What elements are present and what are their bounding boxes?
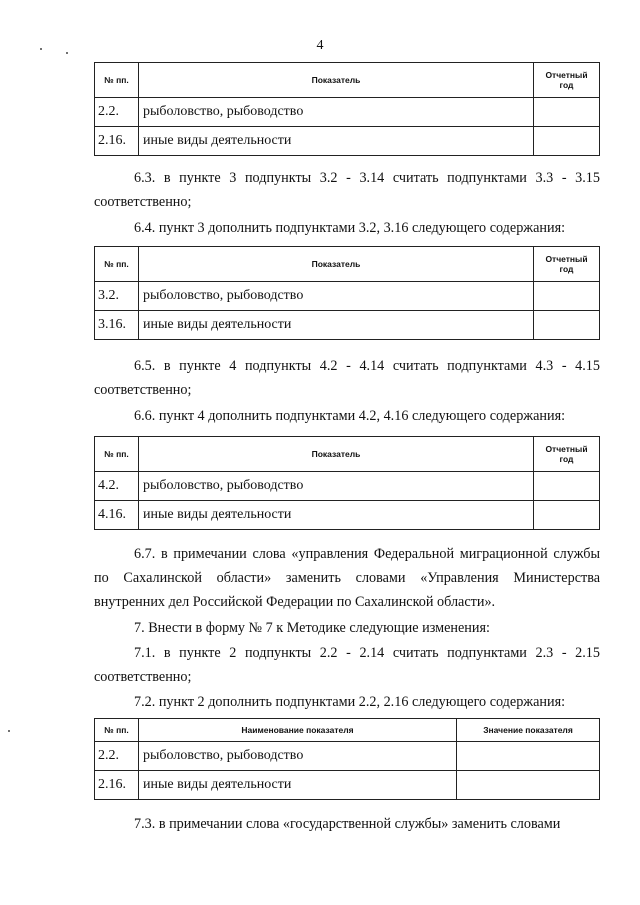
table-header-row (95, 719, 600, 742)
row-num: 2.16. (95, 771, 139, 800)
table-row (95, 311, 600, 340)
row-num: 4.16. (95, 501, 139, 530)
header-indicator: Показатель (139, 437, 534, 472)
paragraph-6-4-text: 6.4. пункт 3 дополнить подпунктами 3.2, 3.16 следующего содержания: (134, 220, 566, 236)
paragraph-6-6 (94, 404, 600, 428)
paragraph-7-1-text: 7.1. в пункте 2 подпункты 2.2 - 2.14 считать подпунктами 2.3 - 2.15 соответственно; (94, 645, 600, 685)
table-row (95, 282, 600, 311)
paragraph-7 (94, 616, 600, 640)
header-report-year: Отчетный год (534, 63, 600, 98)
header-indicator-name: Наименование показателя (139, 719, 457, 742)
scan-speck (40, 48, 42, 50)
indicator-table-4 (94, 718, 600, 800)
row-value (534, 282, 600, 311)
header-num: № пп. (95, 63, 139, 98)
header-num: № пп. (95, 247, 139, 282)
row-text: иные виды деятельности (139, 311, 534, 340)
page-number: 4 (316, 38, 324, 53)
paragraph-6-3 (94, 166, 600, 214)
header-indicator-value: Значение показателя (457, 719, 600, 742)
header-report-year: Отчетный год (534, 437, 600, 472)
paragraph-6-4 (94, 216, 600, 240)
table-row (95, 501, 600, 530)
paragraph-7-3 (94, 812, 600, 836)
header-indicator: Показатель (139, 63, 534, 98)
table-row (95, 127, 600, 156)
header-report-year: Отчетный год (534, 247, 600, 282)
table-row (95, 742, 600, 771)
row-num: 4.2. (95, 472, 139, 501)
row-text: иные виды деятельности (139, 771, 457, 800)
indicator-table-1 (94, 62, 600, 156)
paragraph-6-5 (94, 354, 600, 402)
paragraph-6-6-text: 6.6. пункт 4 дополнить подпунктами 4.2, 4.16 следующего содержания: (134, 408, 566, 424)
paragraph-7-text: 7. Внести в форму № 7 к Методике следующие изменения: (134, 620, 490, 636)
indicator-table-3 (94, 436, 600, 530)
header-num: № пп. (95, 719, 139, 742)
row-text: рыболовство, рыбоводство (139, 282, 534, 311)
table-header-row (95, 63, 600, 98)
table-header-row (95, 247, 600, 282)
row-num: 3.16. (95, 311, 139, 340)
paragraph-7-2-text: 7.2. пункт 2 дополнить подпунктами 2.2, 2.16 следующего содержания: (134, 694, 566, 710)
paragraph-6-3-text: 6.3. в пункте 3 подпункты 3.2 - 3.14 считать подпунктами 3.3 - 3.15 соответственно; (94, 170, 600, 210)
row-value (457, 771, 600, 800)
row-value (534, 127, 600, 156)
row-value (534, 501, 600, 530)
paragraph-6-5-text: 6.5. в пункте 4 подпункты 4.2 - 4.14 считать подпунктами 4.3 - 4.15 соответственно; (94, 358, 600, 398)
header-num: № пп. (95, 437, 139, 472)
row-text: иные виды деятельности (139, 501, 534, 530)
row-text: иные виды деятельности (139, 127, 534, 156)
row-value (534, 472, 600, 501)
row-num: 2.16. (95, 127, 139, 156)
row-value (534, 311, 600, 340)
indicator-table-2 (94, 246, 600, 340)
table-row (95, 98, 600, 127)
paragraph-6-7-text: 6.7. в примечании слова «управления Федеральной миграционной службы по Сахалинской области» заменить словами «Управления Министерства внутренних дел Российской Федерации по Сахалинской области». (94, 546, 600, 610)
paragraph-7-2 (94, 690, 600, 714)
row-num: 2.2. (95, 742, 139, 771)
table-row (95, 472, 600, 501)
header-indicator: Показатель (139, 247, 534, 282)
table-header-row (95, 437, 600, 472)
row-value (457, 742, 600, 771)
paragraph-7-1 (94, 641, 600, 689)
paragraph-6-7 (94, 542, 600, 614)
row-text: рыболовство, рыбоводство (139, 98, 534, 127)
scan-speck (8, 730, 10, 732)
row-text: рыболовство, рыбоводство (139, 742, 457, 771)
row-value (534, 98, 600, 127)
row-num: 2.2. (95, 98, 139, 127)
row-text: рыболовство, рыбоводство (139, 472, 534, 501)
row-num: 3.2. (95, 282, 139, 311)
scan-speck (66, 52, 68, 54)
table-row (95, 771, 600, 800)
paragraph-7-3-text: 7.3. в примечании слова «государственной службы» заменить словами (134, 816, 561, 832)
